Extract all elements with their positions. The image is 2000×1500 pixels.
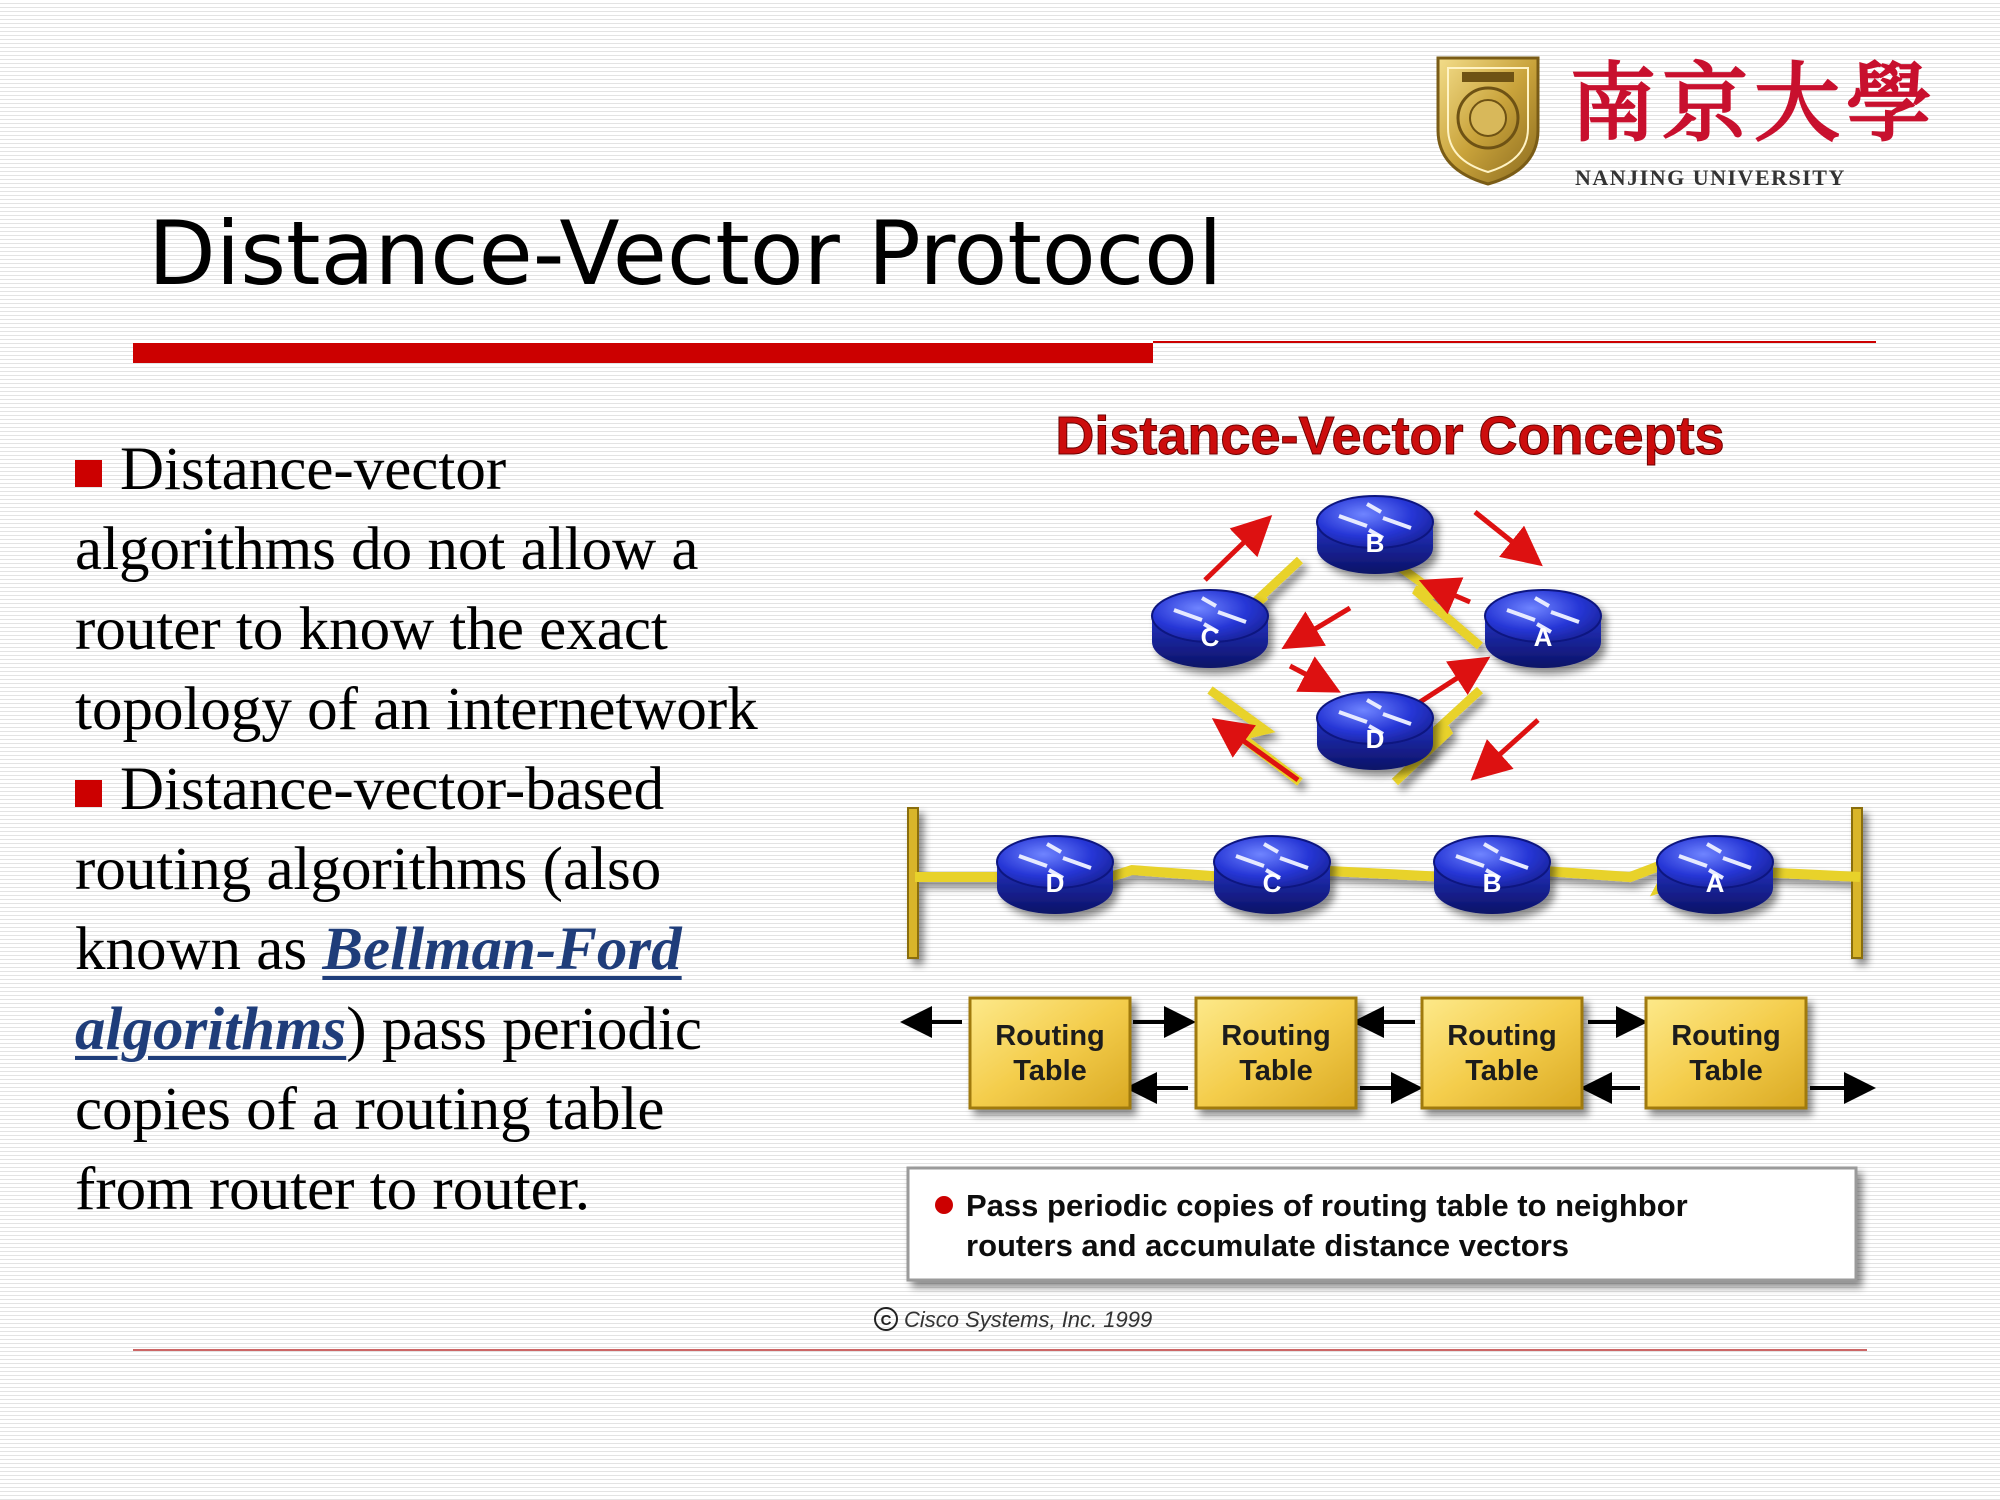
university-english-name: NANJING UNIVERSITY: [1575, 165, 1846, 190]
routing-table-2: [1196, 998, 1356, 1108]
copyright-text: Cisco Systems, Inc. 1999: [904, 1307, 1153, 1332]
arrow: [1290, 666, 1332, 688]
note-box: [908, 1168, 1856, 1280]
figure-title: Distance-Vector Concepts: [1055, 406, 1725, 466]
network-end-bar-right: [1852, 808, 1862, 958]
note-line-1: Pass periodic copies of routing table to neighbor: [966, 1188, 1688, 1223]
chain-router-c: [1214, 836, 1330, 914]
university-seal-icon: [1432, 52, 1544, 188]
routing-table-label-line1: Routing: [995, 1020, 1105, 1052]
slide-body: [75, 430, 775, 1230]
link-c-d: [1210, 690, 1300, 782]
arrow: [1478, 720, 1538, 774]
routing-table-label-line1: Routing: [1671, 1020, 1781, 1052]
chain-router-d: [997, 836, 1113, 914]
arrow: [1290, 608, 1350, 644]
network-end-bar-left: [908, 808, 918, 958]
chain-router-c-label: C: [1262, 868, 1282, 898]
bullet-square-icon: [75, 460, 102, 487]
bullet-square-icon: [75, 780, 102, 807]
router-a: [1485, 590, 1601, 668]
chain-router-d-label: D: [1045, 868, 1065, 898]
university-chinese-name: 南京大學: [1570, 53, 1938, 154]
chain-router-b-label: B: [1482, 868, 1502, 898]
title-underline-thick: [133, 343, 1153, 363]
router-b-label: B: [1365, 528, 1385, 558]
bullet-2-text-after: ) pass periodic copies of a routing table from router to router.: [75, 996, 702, 1223]
distance-vector-figure: [870, 390, 1990, 1350]
routing-table-3: [1422, 998, 1582, 1108]
slide-title: Distance-Vector Protocol: [148, 202, 1223, 305]
arrow: [1205, 522, 1265, 580]
router-d: [1317, 692, 1433, 770]
chain-router-a: [1657, 836, 1773, 914]
bullet-2-text-before: Distance-vector-based routing algorithms (also known as: [75, 756, 665, 983]
router-d-label: D: [1365, 724, 1385, 754]
bullet-item-1: [75, 430, 775, 750]
router-c-label: C: [1200, 622, 1220, 652]
routing-table-label-line2: Table: [1013, 1055, 1087, 1087]
routing-table-4: [1646, 998, 1806, 1108]
routing-table-label-line1: Routing: [1221, 1020, 1331, 1052]
note-bullet-icon: [935, 1196, 953, 1214]
note-line-2: routers and accumulate distance vectors: [966, 1228, 1570, 1263]
bullet-1-text: Distance-vector algorithms do not allow a router to know the exact topology of an internetwork: [75, 436, 758, 743]
figure-canvas: [870, 390, 1990, 1350]
routing-table-label-line2: Table: [1239, 1055, 1313, 1087]
footer-divider: [133, 1349, 1867, 1351]
routing-table-label-line2: Table: [1465, 1055, 1539, 1087]
routing-table-label-line1: Routing: [1447, 1020, 1557, 1052]
copyright: [875, 1307, 1152, 1332]
nanjing-university-logo: [1432, 52, 1938, 192]
bellman-ford-link[interactable]: Bellman-Ford algorithms: [75, 916, 682, 1063]
chain-router-b: [1434, 836, 1550, 914]
router-a-label: A: [1533, 622, 1553, 652]
arrow: [1475, 512, 1535, 560]
router-b: [1317, 496, 1433, 574]
routing-table-label-line2: Table: [1689, 1055, 1763, 1087]
chain-router-a-label: A: [1705, 868, 1725, 898]
bullet-item-2: [75, 750, 775, 1230]
router-c: [1152, 590, 1268, 668]
routing-table-1: [970, 998, 1130, 1108]
title-underline-thin: [1153, 341, 1876, 343]
svg-text:C: C: [880, 1312, 892, 1329]
